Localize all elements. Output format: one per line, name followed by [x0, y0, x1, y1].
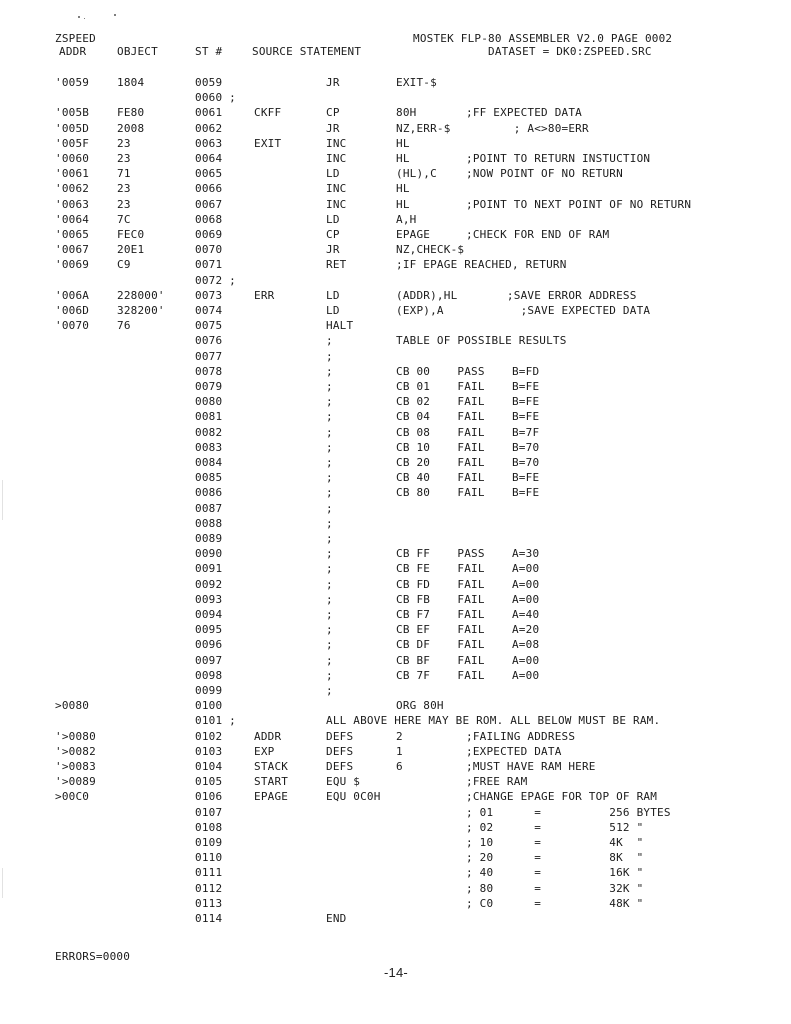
program-name: ZSPEED	[55, 32, 96, 45]
line-statement-number: 0089	[195, 532, 223, 545]
line-statement-number: 0095	[195, 623, 223, 636]
line-operands: (ADDR),HL	[396, 289, 458, 302]
line-statement-number: 0082	[195, 426, 223, 439]
line-address: '0059	[55, 76, 90, 89]
line-statement-number: 0060 ;	[195, 91, 236, 104]
line-operands: 6	[396, 760, 403, 773]
line-object-code: 23	[117, 137, 131, 150]
line-opcode: ;	[326, 502, 333, 515]
scan-speck	[114, 14, 116, 16]
line-opcode: LD	[326, 167, 340, 180]
line-address: '>0089	[55, 775, 96, 788]
line-opcode: END	[326, 912, 347, 925]
line-opcode: CP	[326, 106, 340, 119]
line-address: '0067	[55, 243, 90, 256]
line-comment: ;EXPECTED DATA	[466, 745, 562, 758]
line-label: CKFF	[254, 106, 282, 119]
dataset-name: DATASET = DK0:ZSPEED.SRC	[488, 45, 652, 58]
line-opcode: JR	[326, 243, 340, 256]
line-statement-number: 0077	[195, 350, 223, 363]
line-statement-number: 0071	[195, 258, 223, 271]
line-statement-number: 0107	[195, 806, 223, 819]
line-object-code: 23	[117, 182, 131, 195]
line-address: '006A	[55, 289, 90, 302]
line-statement-number: 0067	[195, 198, 223, 211]
line-opcode: ;	[326, 608, 333, 621]
line-comment: ;CHECK FOR END OF RAM	[466, 228, 610, 241]
line-statement-number: 0094	[195, 608, 223, 621]
line-address: '0063	[55, 198, 90, 211]
line-statement-number: 0075	[195, 319, 223, 332]
line-operands: CB FB FAIL A=00	[396, 593, 540, 606]
line-object-code: 23	[117, 152, 131, 165]
line-statement-number: 0073	[195, 289, 223, 302]
line-statement-number: 0112	[195, 882, 223, 895]
scan-speck	[78, 16, 80, 18]
line-address: '0069	[55, 258, 90, 271]
line-label: STACK	[254, 760, 289, 773]
line-label: ERR	[254, 289, 275, 302]
line-opcode: INC	[326, 152, 347, 165]
line-opcode: INC	[326, 137, 347, 150]
line-opcode: JR	[326, 122, 340, 135]
line-address: '0065	[55, 228, 90, 241]
line-comment: ; 10 = 4K "	[466, 836, 644, 849]
line-opcode: DEFS	[326, 730, 354, 743]
line-object-code: 328200'	[117, 304, 165, 317]
line-opcode: ;	[326, 532, 333, 545]
line-address: '0064	[55, 213, 90, 226]
line-opcode: EQU $	[326, 775, 361, 788]
line-statement-number: 0087	[195, 502, 223, 515]
line-operands: CB 20 FAIL B=70	[396, 456, 540, 469]
line-object-code: 20E1	[117, 243, 145, 256]
line-operands: CB 02 FAIL B=FE	[396, 395, 540, 408]
line-operands: CB 7F FAIL A=00	[396, 669, 540, 682]
column-header-source: SOURCE STATEMENT	[252, 45, 362, 58]
line-statement-number: 0111	[195, 866, 223, 879]
line-operands: CB FD FAIL A=00	[396, 578, 540, 591]
line-label: EPAGE	[254, 790, 289, 803]
line-statement-number: 0103	[195, 745, 223, 758]
line-opcode: ;	[326, 471, 333, 484]
line-label: ADDR	[254, 730, 282, 743]
line-operands: (EXP),A	[396, 304, 444, 317]
line-address: '>0082	[55, 745, 96, 758]
line-statement-number: 0098	[195, 669, 223, 682]
line-object-code: 76	[117, 319, 131, 332]
line-operands: (HL),C	[396, 167, 437, 180]
line-opcode: INC	[326, 182, 347, 195]
line-opcode: ;	[326, 426, 333, 439]
line-statement-number: 0105	[195, 775, 223, 788]
line-statement-number: 0065	[195, 167, 223, 180]
line-operands: TABLE OF POSSIBLE RESULTS	[396, 334, 567, 347]
scan-edge-mark	[2, 868, 3, 898]
line-comment: ; 40 = 16K "	[466, 866, 644, 879]
scan-edge-mark	[2, 480, 3, 520]
line-opcode: DEFS	[326, 760, 354, 773]
line-operands: CB BF FAIL A=00	[396, 654, 540, 667]
line-operands: NZ,ERR-$	[396, 122, 451, 135]
line-comment: ;FAILING ADDRESS	[466, 730, 576, 743]
line-label: START	[254, 775, 289, 788]
line-operands: CB 01 FAIL B=FE	[396, 380, 540, 393]
line-comment: ; 80 = 32K "	[466, 882, 644, 895]
line-statement-number: 0083	[195, 441, 223, 454]
line-comment: ;SAVE ERROR ADDRESS	[466, 289, 637, 302]
line-opcode: ;	[326, 623, 333, 636]
line-operands: CB 00 PASS B=FD	[396, 365, 540, 378]
line-operands: ;IF EPAGE REACHED, RETURN	[396, 258, 567, 271]
line-opcode: ;	[326, 380, 333, 393]
line-opcode: ;	[326, 593, 333, 606]
line-opcode: ;	[326, 638, 333, 651]
line-statement-number: 0091	[195, 562, 223, 575]
line-statement-number: 0059	[195, 76, 223, 89]
line-statement-number: 0068	[195, 213, 223, 226]
line-object-code: FEC0	[117, 228, 145, 241]
line-address: '0061	[55, 167, 90, 180]
line-statement-number: 0110	[195, 851, 223, 864]
line-object-code: C9	[117, 258, 131, 271]
line-opcode: ;	[326, 334, 333, 347]
line-statement-number: 0108	[195, 821, 223, 834]
line-comment: ;FF EXPECTED DATA	[466, 106, 582, 119]
line-address: '>0083	[55, 760, 96, 773]
line-comment: ;POINT TO NEXT POINT OF NO RETURN	[466, 198, 692, 211]
line-operands: CB F7 FAIL A=40	[396, 608, 540, 621]
line-statement-number: 0081	[195, 410, 223, 423]
column-header-addr: ADDR	[59, 45, 87, 58]
line-address: '>0080	[55, 730, 96, 743]
line-address: '0070	[55, 319, 90, 332]
line-opcode: ;	[326, 578, 333, 591]
line-address: '006D	[55, 304, 90, 317]
line-comment: ; 01 = 256 BYTES	[466, 806, 671, 819]
line-statement-number: 0070	[195, 243, 223, 256]
line-statement-number: 0063	[195, 137, 223, 150]
line-operands: CB 08 FAIL B=7F	[396, 426, 540, 439]
line-opcode: ;	[326, 350, 333, 363]
line-operands: A,H	[396, 213, 417, 226]
line-opcode: DEFS	[326, 745, 354, 758]
line-comment: ;MUST HAVE RAM HERE	[466, 760, 596, 773]
scan-speck	[84, 18, 85, 19]
line-statement-number: 0102	[195, 730, 223, 743]
line-opcode: ;	[326, 410, 333, 423]
line-statement-number: 0092	[195, 578, 223, 591]
line-object-code: 71	[117, 167, 131, 180]
line-operands: CB 04 FAIL B=FE	[396, 410, 540, 423]
line-operands: HL	[396, 198, 410, 211]
line-operands: EPAGE	[396, 228, 431, 241]
line-opcode: ;	[326, 486, 333, 499]
line-object-code: FE80	[117, 106, 145, 119]
line-object-code: 23	[117, 198, 131, 211]
line-operands: CB 40 FAIL B=FE	[396, 471, 540, 484]
line-opcode: ;	[326, 669, 333, 682]
line-opcode: EQU 0C0H	[326, 790, 381, 803]
line-opcode: ;	[326, 395, 333, 408]
line-statement-number: 0076	[195, 334, 223, 347]
line-opcode: LD	[326, 304, 340, 317]
line-operands: HL	[396, 137, 410, 150]
line-operands: 1	[396, 745, 403, 758]
line-object-code: 228000'	[117, 289, 165, 302]
page-number: -14-	[384, 965, 408, 980]
line-operands: 2	[396, 730, 403, 743]
line-statement-number: 0069	[195, 228, 223, 241]
line-operands: NZ,CHECK-$	[396, 243, 465, 256]
line-statement-number: 0072 ;	[195, 274, 236, 287]
line-opcode: ;	[326, 517, 333, 530]
line-statement-number: 0104	[195, 760, 223, 773]
line-operands: CB FF PASS A=30	[396, 547, 540, 560]
line-statement-number: 0066	[195, 182, 223, 195]
line-opcode: ;	[326, 547, 333, 560]
line-address: '005B	[55, 106, 90, 119]
line-opcode: CP	[326, 228, 340, 241]
line-opcode: ;	[326, 654, 333, 667]
line-operands: CB EF FAIL A=20	[396, 623, 540, 636]
column-header-st: ST #	[195, 45, 223, 58]
line-opcode: ;	[326, 684, 333, 697]
line-address: '0062	[55, 182, 90, 195]
line-statement-number: 0109	[195, 836, 223, 849]
line-operands: CB DF FAIL A=08	[396, 638, 540, 651]
line-comment: ;FREE RAM	[466, 775, 528, 788]
line-statement-number: 0113	[195, 897, 223, 910]
line-statement-number: 0080	[195, 395, 223, 408]
line-operands: CB 80 FAIL B=FE	[396, 486, 540, 499]
line-address: '0060	[55, 152, 90, 165]
line-statement-number: 0101 ;	[195, 714, 236, 727]
line-comment: ; A<>80=ERR	[466, 122, 589, 135]
line-comment: ;CHANGE EPAGE FOR TOP OF RAM	[466, 790, 658, 803]
line-opcode: JR	[326, 76, 340, 89]
errors-summary: ERRORS=0000	[55, 950, 131, 963]
line-opcode: LD	[326, 289, 340, 302]
line-opcode: INC	[326, 198, 347, 211]
line-statement-number: 0086	[195, 486, 223, 499]
line-opcode: ALL ABOVE HERE MAY BE ROM. ALL BELOW MUST BE RAM.	[326, 714, 661, 727]
line-operands: 80H	[396, 106, 417, 119]
line-comment: ;SAVE EXPECTED DATA	[466, 304, 651, 317]
line-address: >0080	[55, 699, 90, 712]
line-opcode: ;	[326, 562, 333, 575]
line-statement-number: 0090	[195, 547, 223, 560]
line-statement-number: 0088	[195, 517, 223, 530]
line-operands: HL	[396, 152, 410, 165]
line-opcode: LD	[326, 213, 340, 226]
line-opcode: ;	[326, 441, 333, 454]
line-opcode: ;	[326, 365, 333, 378]
line-statement-number: 0061	[195, 106, 223, 119]
line-label: EXP	[254, 745, 275, 758]
line-statement-number: 0106	[195, 790, 223, 803]
line-statement-number: 0096	[195, 638, 223, 651]
column-header-object: OBJECT	[117, 45, 158, 58]
line-address: '005F	[55, 137, 90, 150]
line-statement-number: 0114	[195, 912, 223, 925]
line-opcode: HALT	[326, 319, 354, 332]
line-statement-number: 0074	[195, 304, 223, 317]
line-operands: ORG 80H	[396, 699, 444, 712]
line-statement-number: 0084	[195, 456, 223, 469]
line-comment: ;NOW POINT OF NO RETURN	[466, 167, 623, 180]
line-operands: CB FE FAIL A=00	[396, 562, 540, 575]
line-statement-number: 0062	[195, 122, 223, 135]
line-statement-number: 0097	[195, 654, 223, 667]
line-opcode: RET	[326, 258, 347, 271]
line-statement-number: 0093	[195, 593, 223, 606]
line-comment: ; 20 = 8K "	[466, 851, 644, 864]
line-statement-number: 0085	[195, 471, 223, 484]
line-statement-number: 0078	[195, 365, 223, 378]
line-operands: CB 10 FAIL B=70	[396, 441, 540, 454]
line-label: EXIT	[254, 137, 282, 150]
line-comment: ; 02 = 512 "	[466, 821, 644, 834]
line-statement-number: 0099	[195, 684, 223, 697]
line-address: >00C0	[55, 790, 90, 803]
line-operands: EXIT-$	[396, 76, 437, 89]
line-statement-number: 0100	[195, 699, 223, 712]
line-statement-number: 0064	[195, 152, 223, 165]
line-object-code: 1804	[117, 76, 145, 89]
line-operands: HL	[396, 182, 410, 195]
line-opcode: ;	[326, 456, 333, 469]
line-object-code: 7C	[117, 213, 131, 226]
line-object-code: 2008	[117, 122, 145, 135]
assembler-title: MOSTEK FLP-80 ASSEMBLER V2.0 PAGE 0002	[413, 32, 673, 45]
line-statement-number: 0079	[195, 380, 223, 393]
line-comment: ; C0 = 48K "	[466, 897, 644, 910]
line-comment: ;POINT TO RETURN INSTUCTION	[466, 152, 651, 165]
line-address: '005D	[55, 122, 90, 135]
